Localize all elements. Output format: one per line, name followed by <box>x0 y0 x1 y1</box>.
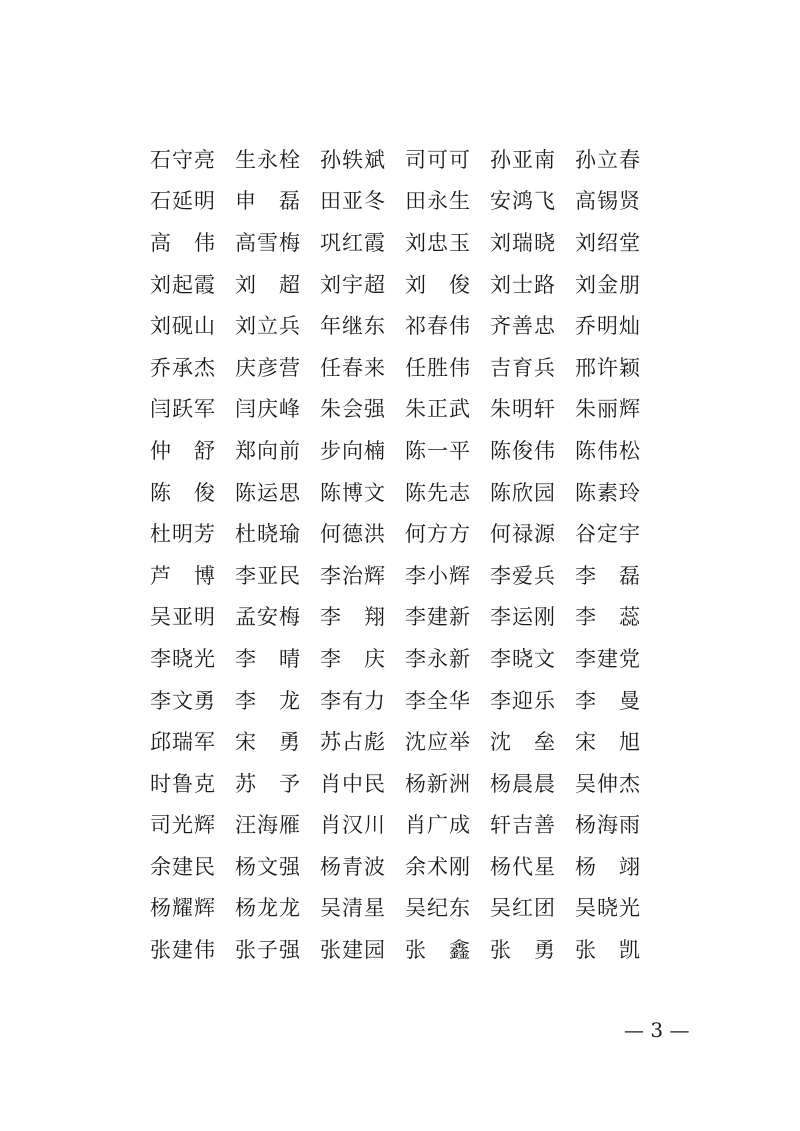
name-row <box>150 512 660 554</box>
person-name: 刘宇超 <box>320 272 386 297</box>
name-row <box>150 180 660 222</box>
name-row <box>150 762 660 804</box>
person-name: 吉育兵 <box>490 355 556 380</box>
person-name: 杨新洲 <box>405 771 471 796</box>
person-name: 李晓光 <box>150 646 216 671</box>
person-name: 乔明灿 <box>575 314 641 339</box>
person-name: 吴晓光 <box>575 896 641 921</box>
name-row <box>150 679 660 721</box>
person-name: 何德洪 <box>320 522 386 547</box>
name-list <box>150 138 660 970</box>
person-name: 高锡贤 <box>575 189 641 214</box>
person-name: 朱会强 <box>320 397 386 422</box>
person-name: 杜明芳 <box>150 522 216 547</box>
person-name: 余术刚 <box>405 854 471 879</box>
person-name: 陈伟松 <box>575 438 641 463</box>
person-name: 田亚冬 <box>320 189 386 214</box>
person-name: 李爱兵 <box>490 563 556 588</box>
name-row <box>150 720 660 762</box>
person-name: 李文勇 <box>150 688 216 713</box>
person-name: 刘立兵 <box>235 314 301 339</box>
name-row <box>150 804 660 846</box>
person-name: 李 晴 <box>235 646 301 671</box>
person-name: 巩红霞 <box>320 230 386 255</box>
person-name: 汪海雁 <box>235 813 301 838</box>
person-name: 杨耀辉 <box>150 896 216 921</box>
person-name: 申 磊 <box>235 189 301 214</box>
name-row <box>150 596 660 638</box>
name-row <box>150 388 660 430</box>
person-name: 张建园 <box>320 938 386 963</box>
person-name: 步向楠 <box>320 438 386 463</box>
person-name: 吴纪东 <box>405 896 471 921</box>
person-name: 张 勇 <box>490 938 556 963</box>
name-row <box>150 304 660 346</box>
name-row <box>150 346 660 388</box>
person-name: 朱正武 <box>405 397 471 422</box>
person-name: 李小辉 <box>405 563 471 588</box>
person-name: 孟安梅 <box>235 605 301 630</box>
person-name: 陈博文 <box>320 480 386 505</box>
person-name: 杨代星 <box>490 854 556 879</box>
person-name: 郑向前 <box>235 438 301 463</box>
name-row <box>150 554 660 596</box>
person-name: 邱瑞军 <box>150 730 216 755</box>
person-name: 杜晓瑜 <box>235 522 301 547</box>
person-name: 仲 舒 <box>150 438 216 463</box>
person-name: 高雪梅 <box>235 230 301 255</box>
person-name: 陈先志 <box>405 480 471 505</box>
person-name: 高 伟 <box>150 230 216 255</box>
name-row <box>150 429 660 471</box>
person-name: 陈欣园 <box>490 480 556 505</box>
person-name: 安鸿飞 <box>490 189 556 214</box>
person-name: 宋 勇 <box>235 730 301 755</box>
person-name: 陈素玲 <box>575 480 641 505</box>
person-name: 杨晨晨 <box>490 771 556 796</box>
person-name: 孙亚南 <box>490 147 556 172</box>
person-name: 刘砚山 <box>150 314 216 339</box>
person-name: 庆彦营 <box>235 355 301 380</box>
person-name: 齐善忠 <box>490 314 556 339</box>
person-name: 孙轶斌 <box>320 147 386 172</box>
person-name: 陈 俊 <box>150 480 216 505</box>
person-name: 张建伟 <box>150 938 216 963</box>
person-name: 轩吉善 <box>490 813 556 838</box>
name-row <box>150 887 660 929</box>
person-name: 田永生 <box>405 189 471 214</box>
person-name: 李 曼 <box>575 688 641 713</box>
person-name: 肖中民 <box>320 771 386 796</box>
name-row <box>150 845 660 887</box>
person-name: 孙立春 <box>575 147 641 172</box>
person-name: 刘金朋 <box>575 272 641 297</box>
person-name: 陈一平 <box>405 438 471 463</box>
person-name: 朱丽辉 <box>575 397 641 422</box>
person-name: 张子强 <box>235 938 301 963</box>
person-name: 张 凯 <box>575 938 641 963</box>
person-name: 乔承杰 <box>150 355 216 380</box>
person-name: 李亚民 <box>235 563 301 588</box>
person-name: 祁春伟 <box>405 314 471 339</box>
person-name: 李晓文 <box>490 646 556 671</box>
person-name: 石延明 <box>150 189 216 214</box>
person-name: 刘 俊 <box>405 272 471 297</box>
person-name: 石守亮 <box>150 147 216 172</box>
person-name: 司光辉 <box>150 813 216 838</box>
person-name: 吴红团 <box>490 896 556 921</box>
person-name: 李全华 <box>405 688 471 713</box>
name-row <box>150 263 660 305</box>
person-name: 苏 予 <box>235 771 301 796</box>
person-name: 吴清星 <box>320 896 386 921</box>
person-name: 李治辉 <box>320 563 386 588</box>
person-name: 余建民 <box>150 854 216 879</box>
person-name: 李迎乐 <box>490 688 556 713</box>
person-name: 李建新 <box>405 605 471 630</box>
person-name: 张 鑫 <box>405 938 471 963</box>
person-name: 杨龙龙 <box>235 896 301 921</box>
person-name: 李 庆 <box>320 646 386 671</box>
name-row <box>150 471 660 513</box>
person-name: 朱明轩 <box>490 397 556 422</box>
person-name: 李 磊 <box>575 563 641 588</box>
person-name: 刘起霞 <box>150 272 216 297</box>
person-name: 李 龙 <box>235 688 301 713</box>
person-name: 时鲁克 <box>150 771 216 796</box>
person-name: 生永栓 <box>235 147 301 172</box>
person-name: 何方方 <box>405 522 471 547</box>
person-name: 沈 垒 <box>490 730 556 755</box>
person-name: 司可可 <box>405 147 471 172</box>
person-name: 谷定宇 <box>575 522 641 547</box>
person-name: 苏占彪 <box>320 730 386 755</box>
person-name: 杨青波 <box>320 854 386 879</box>
person-name: 李 翔 <box>320 605 386 630</box>
name-row <box>150 928 660 970</box>
page-number: — 3 — <box>624 1018 690 1042</box>
person-name: 李永新 <box>405 646 471 671</box>
person-name: 杨 翊 <box>575 854 641 879</box>
person-name: 闫跃军 <box>150 397 216 422</box>
person-name: 刘忠玉 <box>405 230 471 255</box>
person-name: 刘士路 <box>490 272 556 297</box>
person-name: 李运刚 <box>490 605 556 630</box>
person-name: 肖汉川 <box>320 813 386 838</box>
person-name: 何禄源 <box>490 522 556 547</box>
person-name: 刘瑞晓 <box>490 230 556 255</box>
person-name: 陈俊伟 <box>490 438 556 463</box>
person-name: 肖广成 <box>405 813 471 838</box>
person-name: 李建党 <box>575 646 641 671</box>
name-row <box>150 221 660 263</box>
name-row <box>150 637 660 679</box>
name-row <box>150 138 660 180</box>
person-name: 宋 旭 <box>575 730 641 755</box>
person-name: 李 蕊 <box>575 605 641 630</box>
person-name: 吴亚明 <box>150 605 216 630</box>
person-name: 芦 博 <box>150 563 216 588</box>
person-name: 闫庆峰 <box>235 397 301 422</box>
person-name: 吴伸杰 <box>575 771 641 796</box>
person-name: 任春来 <box>320 355 386 380</box>
person-name: 刘绍堂 <box>575 230 641 255</box>
person-name: 沈应举 <box>405 730 471 755</box>
person-name: 杨文强 <box>235 854 301 879</box>
person-name: 邢许颖 <box>575 355 641 380</box>
person-name: 刘 超 <box>235 272 301 297</box>
person-name: 李有力 <box>320 688 386 713</box>
person-name: 年继东 <box>320 314 386 339</box>
person-name: 杨海雨 <box>575 813 641 838</box>
person-name: 任胜伟 <box>405 355 471 380</box>
person-name: 陈运思 <box>235 480 301 505</box>
